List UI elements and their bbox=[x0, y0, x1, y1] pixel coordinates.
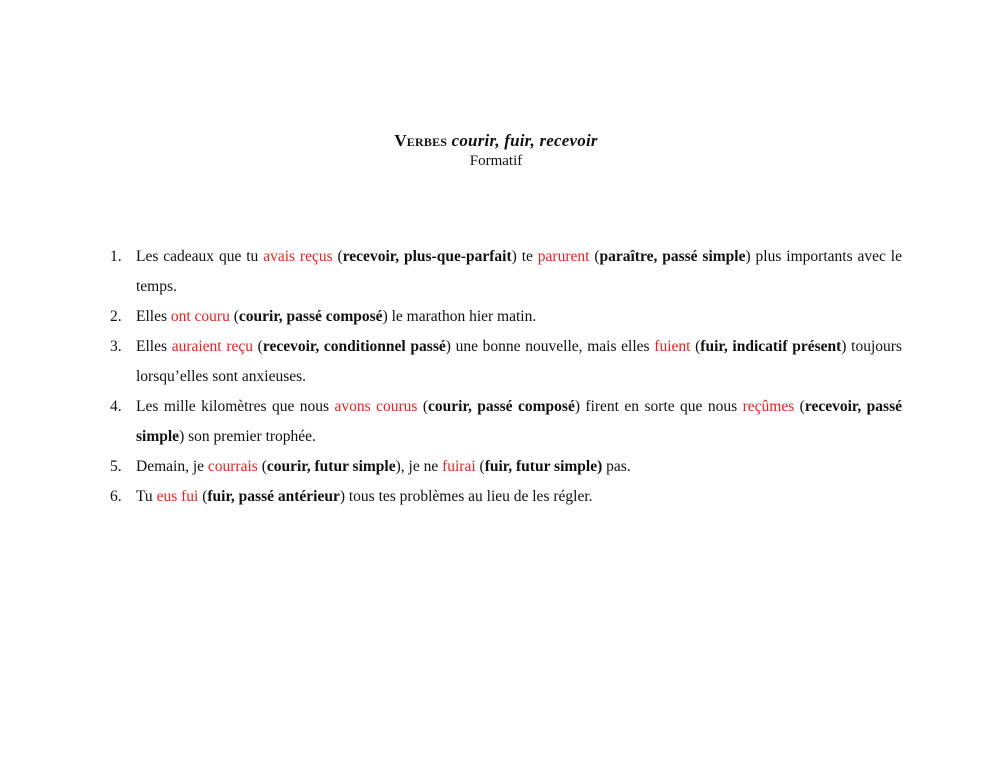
title-block bbox=[0, 130, 992, 170]
verb-answer: fuient bbox=[654, 338, 691, 355]
verb-hint: courir, passé composé bbox=[428, 398, 575, 415]
exercise-item bbox=[100, 482, 902, 512]
sentence-text: ( bbox=[252, 338, 263, 355]
document-title bbox=[0, 130, 992, 152]
exercise-item bbox=[100, 392, 902, 452]
exercise-item bbox=[100, 332, 902, 392]
verb-answer: avais reçus bbox=[263, 248, 333, 265]
title-verbs: courir, fuir, recevoir bbox=[451, 131, 598, 150]
sentence-text: Elles bbox=[136, 308, 171, 325]
exercise-number: 2. bbox=[110, 308, 122, 325]
verb-answer: ont couru bbox=[170, 308, 230, 325]
sentence-text: ) tous tes problèmes au lieu de les régler. bbox=[339, 488, 593, 505]
sentence-text: ( bbox=[198, 488, 208, 505]
sentence-text: ), je ne bbox=[395, 458, 443, 475]
sentence-text: ) firent en sorte que nous bbox=[574, 398, 743, 415]
verb-hint: courir, futur simple bbox=[266, 458, 396, 475]
sentence-text: ( bbox=[475, 458, 485, 475]
verb-hint: courir, passé composé bbox=[238, 308, 383, 325]
verb-hint: recevoir, plus-que-parfait bbox=[342, 248, 512, 265]
verb-hint: fuir, indicatif présent bbox=[700, 338, 842, 355]
sentence-text: Elles bbox=[136, 338, 172, 355]
sentence-text: Les cadeaux que tu bbox=[136, 248, 264, 265]
exercise-item bbox=[100, 452, 902, 482]
sentence-text: ) le marathon hier matin. bbox=[382, 308, 537, 325]
title-prefix: Verbes bbox=[394, 131, 448, 150]
sentence-text: ( bbox=[257, 458, 267, 475]
sentence-text: ( bbox=[417, 398, 429, 415]
sentence-text: ) te bbox=[511, 248, 538, 265]
verb-hint: fuir, passé antérieur bbox=[207, 488, 340, 505]
sentence-text: ( bbox=[794, 398, 805, 415]
verb-answer: parurent bbox=[537, 248, 590, 265]
exercise-number: 1. bbox=[110, 248, 122, 265]
verb-answer: reçûmes bbox=[742, 398, 795, 415]
sentence-text: ( bbox=[690, 338, 701, 355]
sentence-text: ) toujours lorsqu’elles sont anxieuses. bbox=[136, 338, 902, 385]
verb-answer: auraient reçu bbox=[171, 338, 253, 355]
sentence-text: ( bbox=[589, 248, 600, 265]
exercise-number: 3. bbox=[110, 338, 122, 355]
sentence-text: Tu bbox=[136, 488, 157, 505]
verb-hint: recevoir, conditionnel passé bbox=[262, 338, 446, 355]
verb-answer: avons courus bbox=[334, 398, 418, 415]
sentence-text: ) une bonne nouvelle, mais elles bbox=[445, 338, 655, 355]
verb-hint: fuir, futur simple) bbox=[484, 458, 603, 475]
exercise-number: 5. bbox=[110, 458, 122, 475]
exercise-list bbox=[100, 242, 902, 512]
verb-hint: paraître, passé simple bbox=[599, 248, 746, 265]
verb-answer: eus fui bbox=[156, 488, 199, 505]
exercise-number: 6. bbox=[110, 488, 122, 505]
sentence-text: ( bbox=[229, 308, 239, 325]
sentence-text: pas. bbox=[602, 458, 631, 475]
sentence-text: ) son premier trophée. bbox=[179, 428, 316, 445]
document-subtitle: Formatif bbox=[469, 153, 523, 169]
sentence-text: Les mille kilomètres que nous bbox=[136, 398, 335, 415]
sentence-text: Demain, je bbox=[136, 458, 208, 475]
exercise-item bbox=[100, 242, 902, 302]
sentence-text: ) plus importants avec le temps. bbox=[136, 248, 902, 295]
verb-hint: recevoir, passé simple bbox=[136, 398, 902, 445]
verb-answer: fuirai bbox=[442, 458, 476, 475]
verb-answer: courrais bbox=[207, 458, 258, 475]
sentence-text: ( bbox=[332, 248, 343, 265]
exercise-item bbox=[100, 302, 902, 332]
exercise-number: 4. bbox=[110, 398, 122, 415]
